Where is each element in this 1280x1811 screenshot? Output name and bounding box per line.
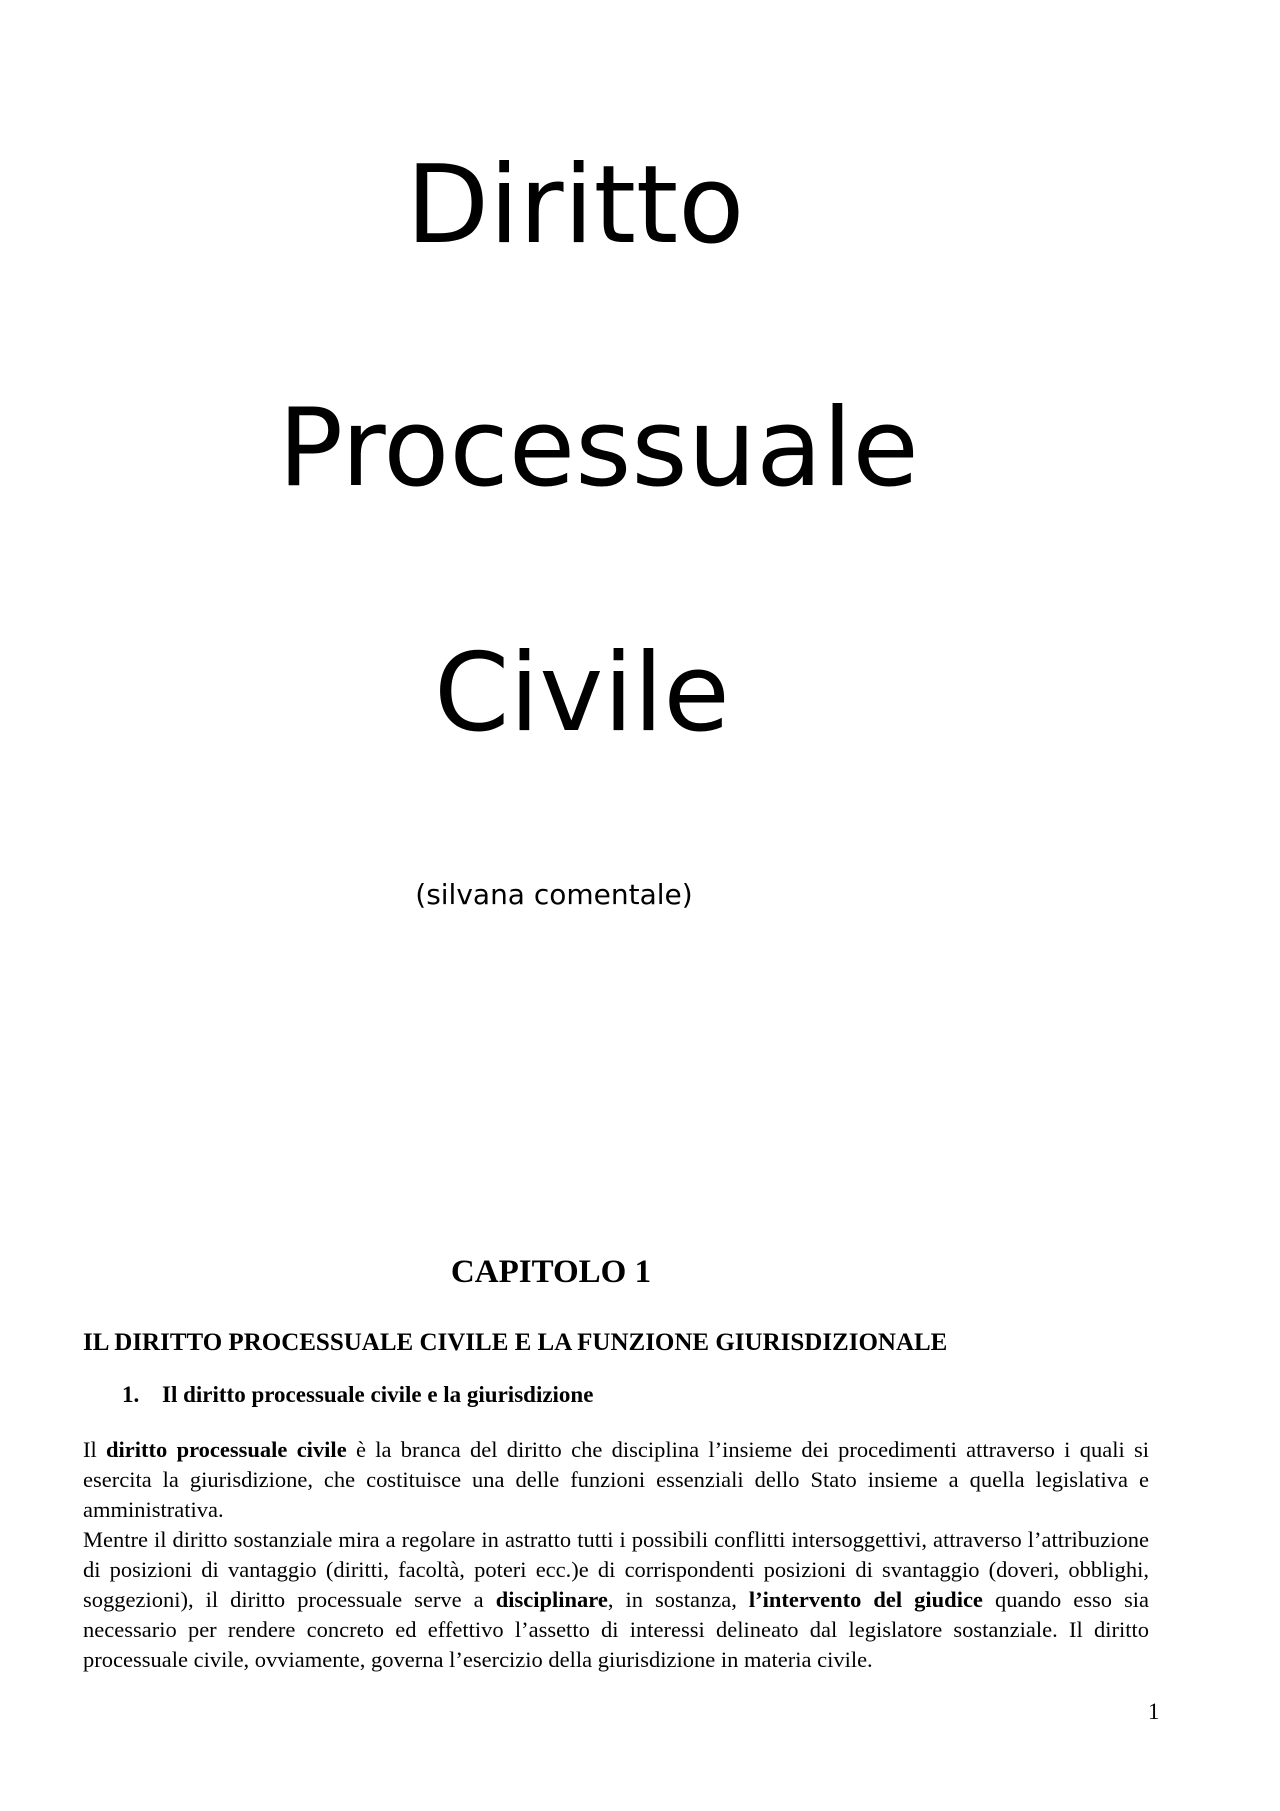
chapter-subtitle: IL DIRITTO PROCESSUALE CIVILE E LA FUNZIONE GIURISDIZIONALE — [83, 1329, 948, 1356]
author-credit: (silvana comentale) — [415, 878, 693, 911]
paragraph-2-bold-b: l’intervento del giudice — [748, 1587, 983, 1612]
paragraph-1-text-b: è la branca del diritto che disciplina l’insieme dei procedimenti attraverso i quali si esercita la giurisdizione, che costituisce una delle funzioni essenziali dello Stato insieme a quella legislativa e amministrativa. — [83, 1437, 1150, 1522]
section-title: Il diritto processuale civile e la giurisdizione — [162, 1382, 594, 1407]
body-text — [83, 1435, 1149, 1675]
section-heading — [122, 1383, 593, 1406]
paragraph-1 — [83, 1435, 1149, 1525]
paragraph-1-bold-a: diritto processuale civile — [106, 1437, 347, 1462]
paragraph-2-text-b: , in sostanza, — [607, 1587, 749, 1612]
paragraph-2-text-a: Mentre il diritto sostanziale mira a regolare in astratto tutti i possibili conflitti intersoggettivi, attraverso l’attribuzione di posizioni di vantaggio (diritti, facoltà, poteri ecc.)e di corrispondenti posizioni di svantaggio (doveri, obblighi, soggezioni), il diritto processuale serve a — [83, 1527, 1149, 1612]
paragraph-2 — [83, 1525, 1149, 1675]
paragraph-2-bold-a: disciplinare — [495, 1587, 608, 1612]
page-number: 1 — [1148, 1699, 1160, 1724]
chapter-label: CAPITOLO 1 — [450, 1254, 652, 1290]
section-number: 1. — [122, 1382, 140, 1407]
paragraph-2-text-c: quando esso sia necessario per rendere concreto ed effettivo l’assetto di interessi delineato dal legislatore sostanziale. Il diritto processuale civile, ovviamente, governa l’esercizio della giurisdizione in materia civile. — [83, 1587, 1149, 1672]
title-line-2: Processuale — [278, 386, 919, 511]
title-line-1: Diritto — [406, 143, 745, 268]
title-line-3: Civile — [434, 631, 730, 756]
paragraph-1-text-a: Il — [83, 1437, 107, 1462]
